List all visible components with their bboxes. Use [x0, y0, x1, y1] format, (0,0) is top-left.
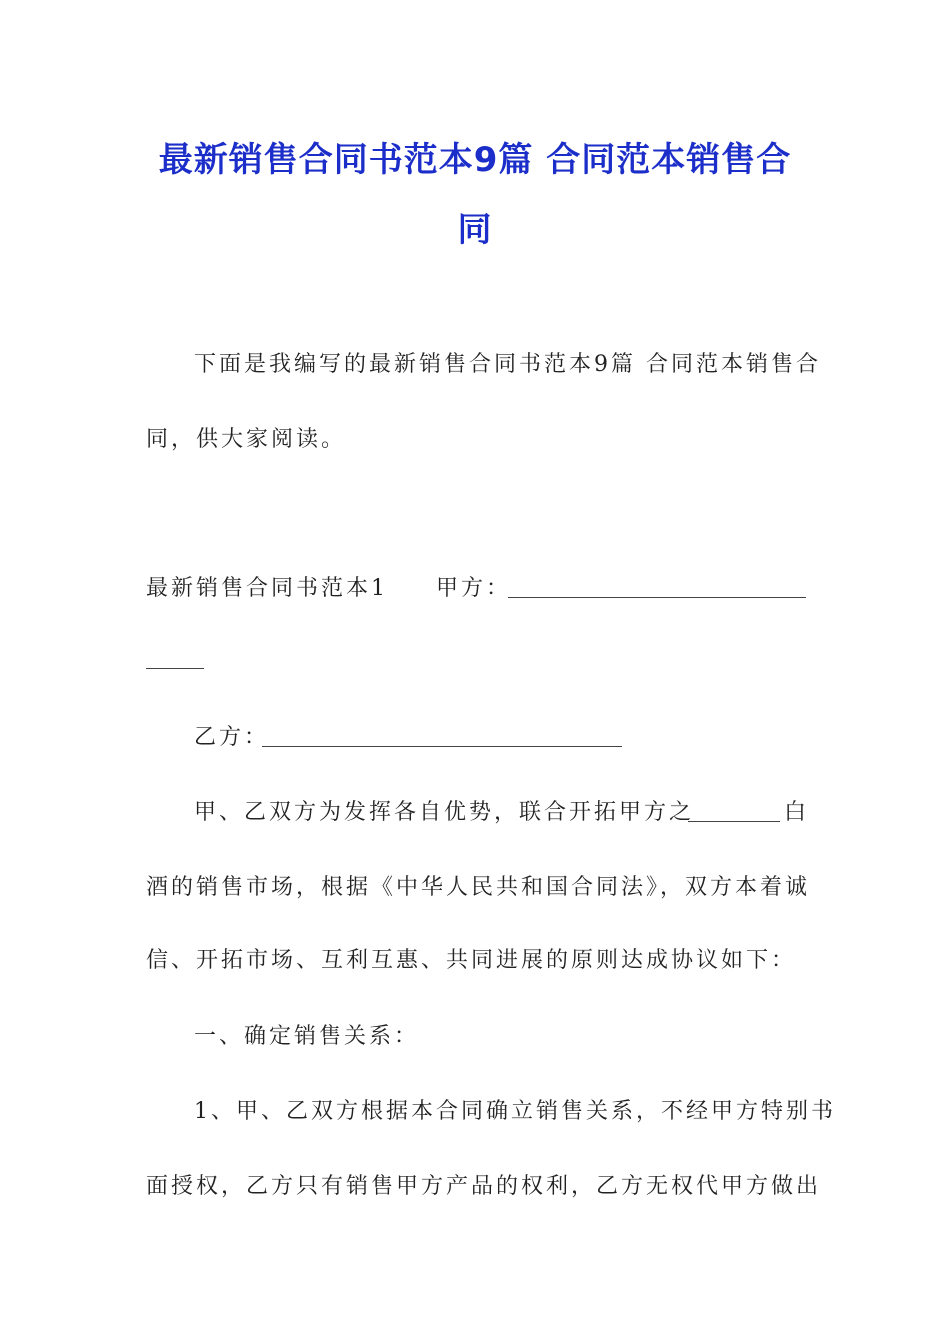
paragraph-1-line-1-start: 甲、乙双方为发挥各自优势，联合开拓甲方之 — [194, 800, 695, 825]
product-blank-line — [688, 820, 780, 822]
party-b-label: 乙方： — [194, 725, 270, 750]
party-a-blank-line — [508, 596, 806, 598]
section-heading: 最新销售合同书范本1 — [146, 576, 388, 601]
document-title-line-2: 同 — [457, 210, 493, 250]
clause-1-heading: 一、确定销售关系： — [194, 1024, 420, 1049]
intro-line-1: 下面是我编写的最新销售合同书范本9篇 合同范本销售合 — [194, 352, 821, 377]
paragraph-1-line-3: 信、开拓市场、互利互惠、共同进展的原则达成协议如下： — [146, 948, 797, 973]
clause-1-item-1-line-1: 1、甲、乙双方根据本合同确立销售关系，不经甲方特别书 — [194, 1099, 836, 1124]
party-b-blank-line — [262, 745, 622, 747]
paragraph-1-line-1-end: 白 — [784, 800, 810, 825]
paragraph-1-line-2: 酒的销售市场，根据《中华人民共和国合同法》，双方本着诚 — [146, 875, 811, 900]
clause-1-item-1-line-2: 面授权，乙方只有销售甲方产品的权利，乙方无权代甲方做出 — [146, 1174, 822, 1199]
document-title-line-1: 最新销售合同书范本9篇 合同范本销售合 — [158, 140, 792, 180]
party-a-blank-continuation — [146, 667, 204, 669]
intro-line-2: 同，供大家阅读。 — [146, 427, 347, 452]
party-a-label: 甲方： — [436, 576, 512, 601]
